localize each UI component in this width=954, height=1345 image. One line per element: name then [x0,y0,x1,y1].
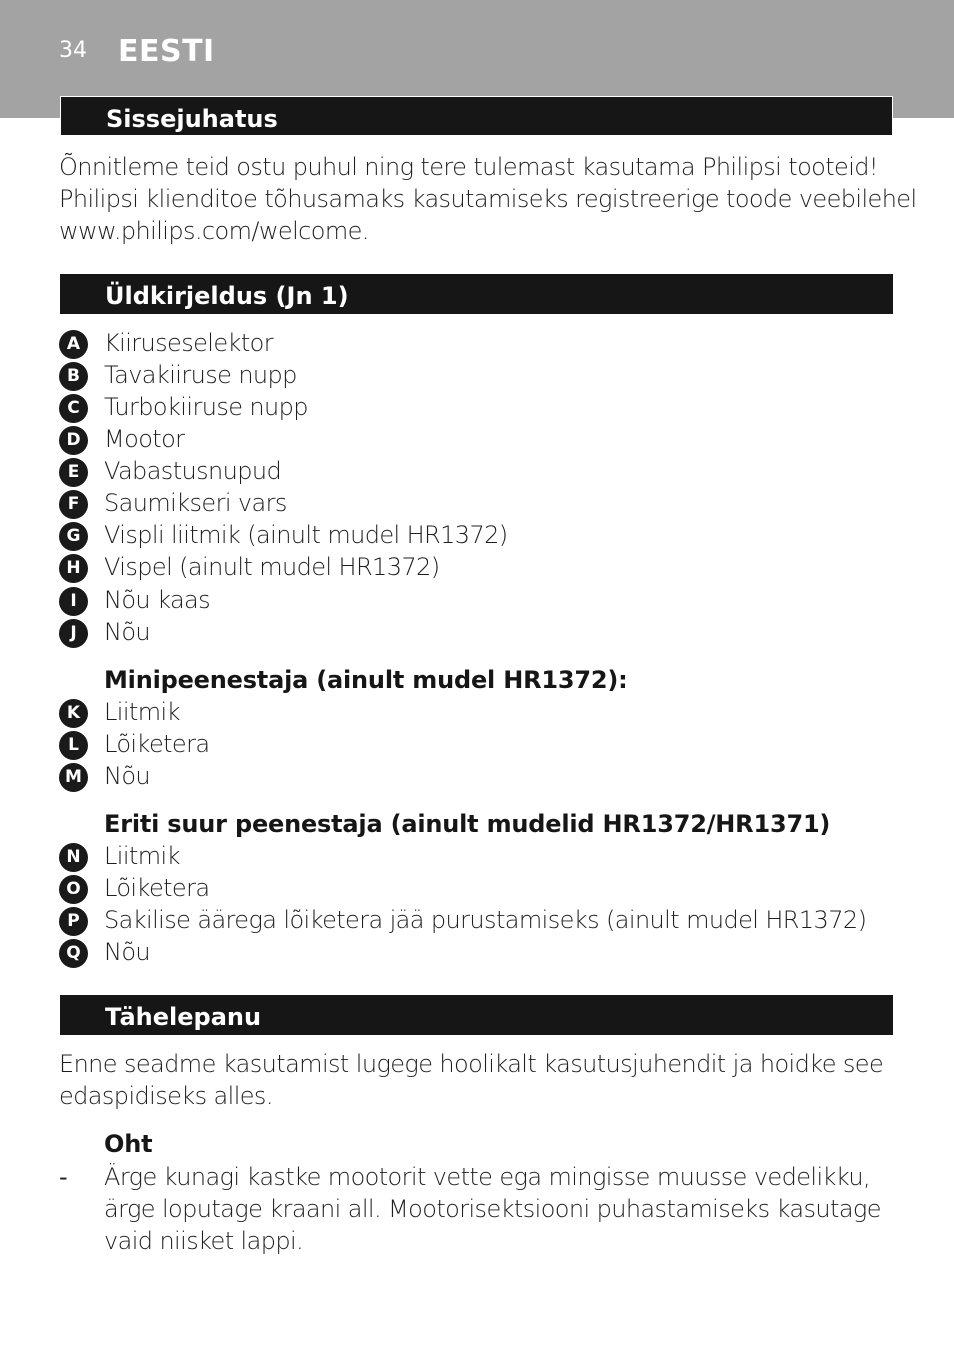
part-list-item [59,760,919,792]
part-label: Saumikseri vars [104,489,287,517]
part-label: Tavakiiruse nupp [104,361,297,389]
subheading-mini-chopper: Minipeenestaja (ainult mudel HR1372): [104,666,628,694]
bullet-dash: - [59,1163,68,1191]
part-list-item [59,359,919,391]
part-label: Nõu [104,938,151,966]
danger-bullet-line: vaid niisket lappi. [104,1227,304,1255]
letter-badge: A [59,330,88,359]
page-number: 34 [59,38,87,63]
part-label: Liitmik [104,698,180,726]
part-list-item [59,904,919,936]
part-list-item [59,391,919,423]
part-label: Nõu [104,618,151,646]
part-list-item [59,616,919,648]
letter-badge: K [59,699,88,728]
part-list-item [59,728,919,760]
letter-badge: Q [59,939,88,968]
part-list-item [59,455,919,487]
subheading-danger: Oht [104,1130,153,1158]
part-label: Mootor [104,425,185,453]
letter-badge: C [59,394,88,423]
letter-badge: O [59,875,88,904]
letter-badge: B [59,362,88,391]
part-list-item [59,840,919,872]
part-label: Nõu [104,762,151,790]
important-paragraph-line: edaspidiseks alles. [59,1082,273,1110]
part-label: Vispli liitmik (ainult mudel HR1372) [104,521,508,549]
part-label: Lõiketera [104,730,210,758]
letter-badge: D [59,426,88,455]
part-label: Lõiketera [104,874,210,902]
letter-badge: J [59,619,88,648]
important-paragraph-line: Enne seadme kasutamist lugege hoolikalt kasutusjuhendit ja hoidke see [59,1050,884,1078]
letter-badge: F [59,490,88,519]
intro-paragraph-line: Philipsi klienditoe tõhusamaks kasutamiseks registreerige toode veebilehel [59,185,917,213]
part-list-item [59,327,919,359]
subheading-xl-chopper: Eriti suur peenestaja (ainult mudelid HR1372/HR1371) [104,810,831,838]
language-title: EESTI [118,34,215,69]
section-heading-important: Tähelepanu [60,995,893,1035]
section-heading-overview: Üldkirjeldus (Jn 1) [60,274,893,314]
part-label: Vispel (ainult mudel HR1372) [104,553,440,581]
letter-badge: N [59,843,88,872]
part-label: Turbokiiruse nupp [104,393,308,421]
part-list-item [59,519,919,551]
letter-badge: L [59,731,88,760]
letter-badge: I [59,587,88,616]
part-list-item [59,551,919,583]
part-list-item [59,584,919,616]
letter-badge: M [59,763,88,792]
danger-bullet-line: ärge loputage kraani all. Mootorisektsiooni puhastamiseks kasutage [104,1195,881,1223]
part-label: Nõu kaas [104,586,211,614]
letter-badge: P [59,907,88,936]
letter-badge: H [59,554,88,583]
danger-bullet-line: Ärge kunagi kastke mootorit vette ega mingisse muusse vedelikku, [104,1163,871,1191]
letter-badge: G [59,522,88,551]
part-list-item [59,872,919,904]
section-heading-intro: Sissejuhatus [60,96,893,136]
part-list-item [59,487,919,519]
part-list-item [59,936,919,968]
intro-paragraph-line: www.philips.com/welcome. [59,217,369,245]
part-label: Vabastusnupud [104,457,282,485]
part-list-item [59,696,919,728]
part-list-item [59,423,919,455]
part-label: Sakilise äärega lõiketera jää purustamiseks (ainult mudel HR1372) [104,906,867,934]
part-label: Liitmik [104,842,180,870]
letter-badge: E [59,458,88,487]
part-label: Kiiruseselektor [104,329,273,357]
intro-paragraph-line: Õnnitleme teid ostu puhul ning tere tulemast kasutama Philipsi tooteid! [59,153,878,181]
